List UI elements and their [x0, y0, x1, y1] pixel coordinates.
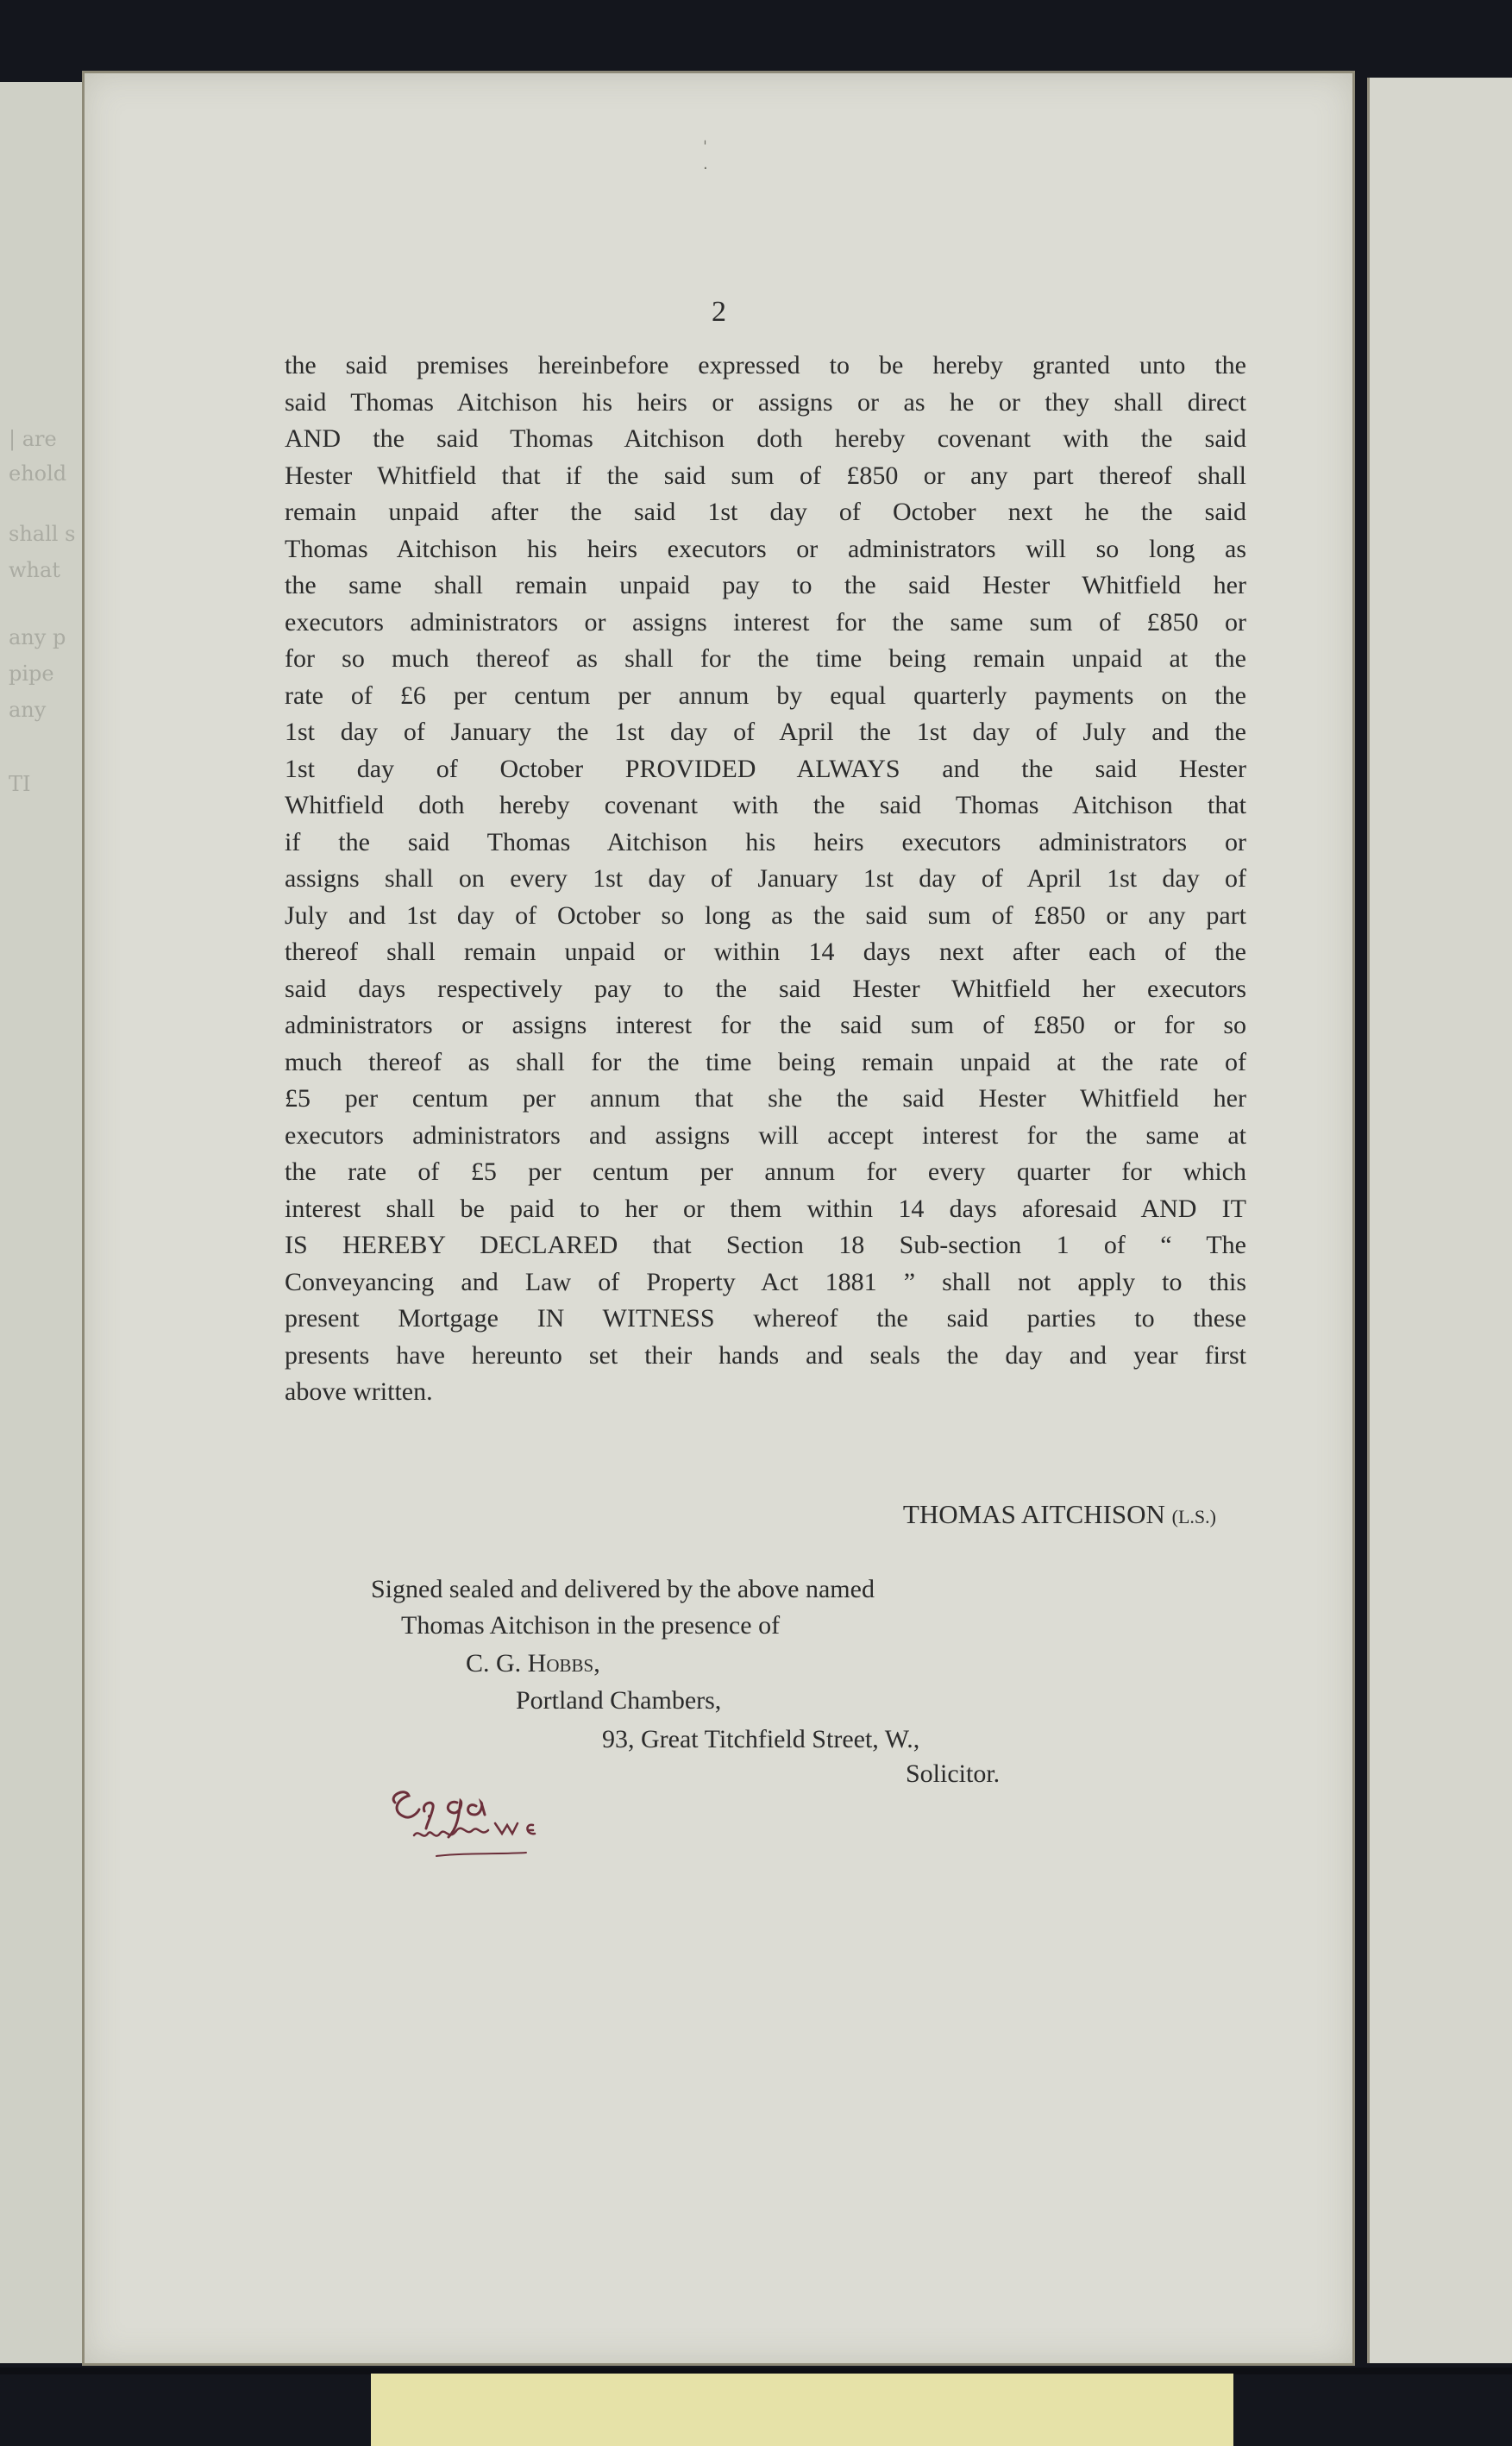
body-line: the said premises hereinbefore expressed to be hereby granted unto the: [285, 351, 1246, 379]
next-page-edge: [1367, 78, 1512, 2363]
body-line: executors administrators or assigns interest for the same sum of £850 or: [285, 607, 1246, 637]
body-line: 1st day of October PROVIDED ALWAYS and the said Hester: [285, 754, 1246, 783]
body-line: remain unpaid after the said 1st day of October next he the said: [285, 498, 1246, 526]
body-line: much thereof as shall for the time being remain unpaid at the rate of: [285, 1047, 1246, 1076]
body-line: said days respectively pay to the said Hester Whitfield her executors: [285, 974, 1246, 1003]
bleed-through-mark: shall s: [9, 522, 76, 546]
bleed-through-mark: what: [9, 558, 60, 582]
bleed-through-mark: | are: [9, 427, 57, 451]
witness-occupation: Solicitor.: [906, 1759, 1001, 1788]
body-line: above written.: [285, 1377, 433, 1406]
body-line: if the said Thomas Aitchison his heirs executors administrators or: [285, 827, 1246, 856]
page-number: 2: [712, 296, 726, 328]
handwritten-annotation: [380, 1777, 578, 1872]
body-line: said Thomas Aitchison his heirs or assigns or as he or they shall direct: [285, 387, 1246, 417]
body-line: present Mortgage IN WITNESS whereof the said parties to these: [285, 1304, 1246, 1333]
body-line: presents have hereunto set their hands and seals the day and year first: [285, 1340, 1246, 1370]
witness-address-2: 93, Great Titchfield Street, W.,: [602, 1725, 920, 1753]
paper-tag: [371, 2374, 1233, 2446]
body-line: interest shall be paid to her or them within 14 days aforesaid AND IT: [285, 1194, 1246, 1223]
body-line: July and 1st day of October so long as the said sum of £850 or any part: [285, 900, 1246, 930]
body-line: rate of £6 per centum per annum by equal quarterly payments on the: [285, 680, 1246, 710]
body-line: executors administrators and assigns will accept interest for the same at: [285, 1120, 1246, 1150]
handwritten-text: E.G. ga with W.E.: [380, 1777, 386, 1778]
body-line: 1st day of January the 1st day of April the 1st day of July and the: [285, 718, 1246, 746]
attestation-line-2: Thomas Aitchison in the presence of: [401, 1611, 781, 1640]
body-line: thereof shall remain unpaid or within 14 days next after each of the: [285, 938, 1246, 966]
body-line: the same shall remain unpaid pay to the said Hester Whitfield her: [285, 571, 1246, 599]
attestation-line-1: Signed sealed and delivered by the above named: [371, 1575, 875, 1603]
bleed-through-mark: TI: [9, 772, 31, 796]
body-line: for so much thereof as shall for the time being remain unpaid at the: [285, 644, 1246, 673]
witness-name: C. G. Hobbs,: [466, 1649, 600, 1678]
bleed-through-mark: pipe: [9, 662, 54, 686]
body-line: IS HEREBY DECLARED that Section 18 Sub-section 1 of “ The: [285, 1231, 1246, 1259]
body-line: Thomas Aitchison his heirs executors or administrators will so long as: [285, 534, 1246, 563]
previous-page-edge: [0, 82, 93, 2363]
body-line: Hester Whitfield that if the said sum of £850 or any part thereof shall: [285, 461, 1246, 490]
body-line: Conveyancing and Law of Property Act 1881 ” shall not apply to this: [285, 1267, 1246, 1296]
ink-specks: ˈ ·: [703, 138, 708, 178]
signatory-name: THOMAS AITCHISON: [902, 1499, 1165, 1529]
body-line: AND the said Thomas Aitchison doth hereby covenant with the said: [285, 424, 1246, 453]
deed-body-text: [285, 348, 1246, 1411]
bleed-through-mark: any: [9, 698, 47, 722]
body-line: £5 per centum per annum that she the said Hester Whitfield her: [285, 1084, 1246, 1113]
signatory-block: [733, 1499, 1216, 1530]
witness-address-1: Portland Chambers,: [516, 1686, 722, 1715]
body-line: assigns shall on every 1st day of January 1st day of April 1st day of: [285, 864, 1246, 893]
body-line: administrators or assigns interest for the said sum of £850 or for so: [285, 1011, 1246, 1039]
bleed-through-mark: ehold: [9, 461, 67, 486]
bleed-through-mark: any p: [9, 625, 66, 649]
seal-mark: (L.S.): [1171, 1506, 1216, 1527]
body-line: Whitfield doth hereby covenant with the said Thomas Aitchison that: [285, 791, 1246, 819]
body-line: the rate of £5 per centum per annum for every quarter for which: [285, 1157, 1246, 1186]
